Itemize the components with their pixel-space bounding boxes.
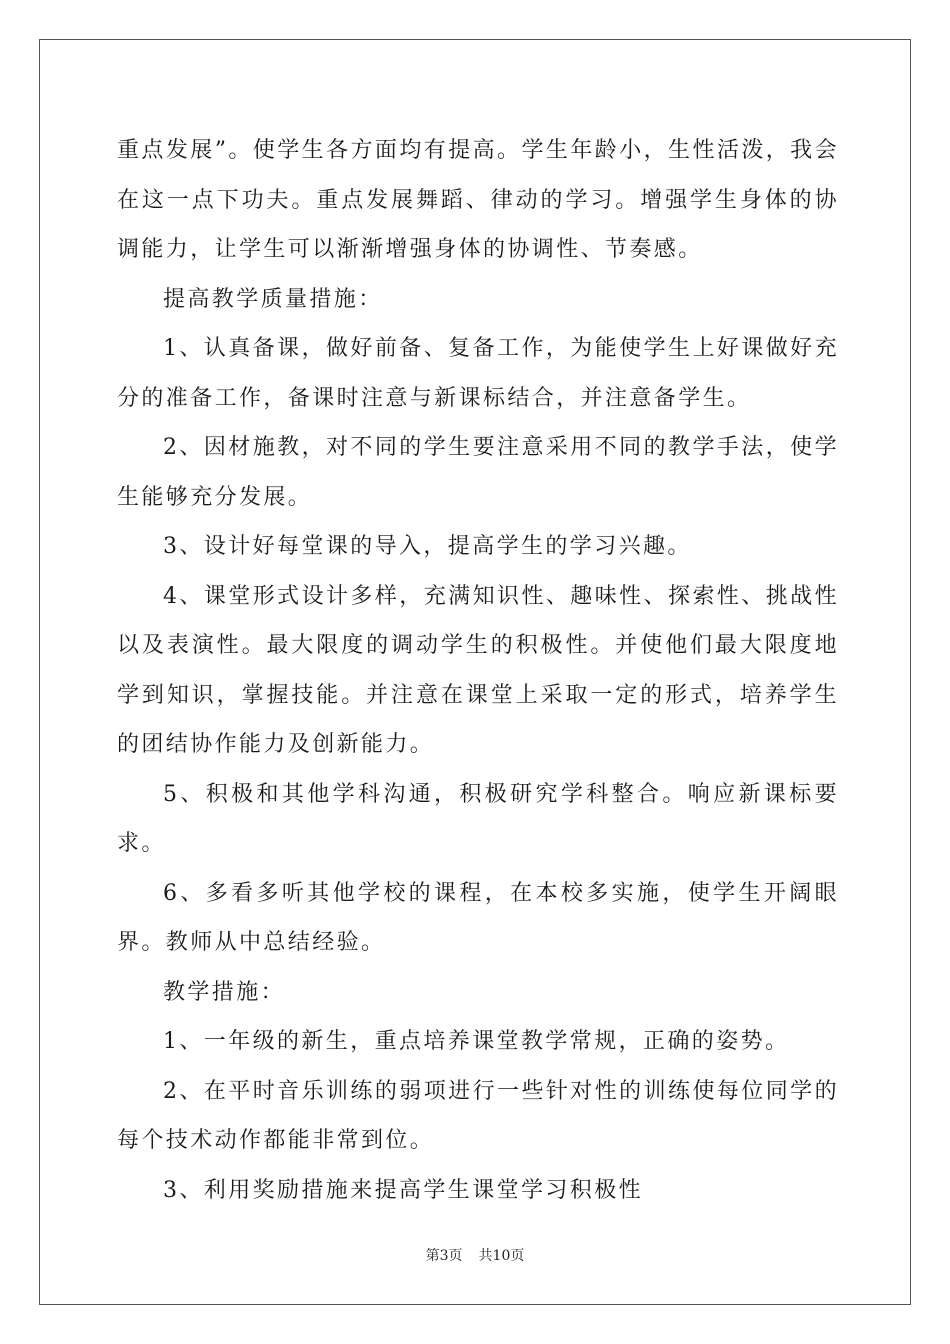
document-body bbox=[117, 126, 839, 1215]
list-item-3: 3、设计好每堂课的导入，提高学生的学习兴趣。 bbox=[163, 534, 692, 559]
list-item-1: 1、认真备课，做好前备、复备工作，为能使学生上好课做好充分的准备工作，备课时注意与新课标结合，并注意备学生。 bbox=[117, 336, 839, 411]
list-item-6: 6、多看多听其他学校的课程，在本校多实施，使学生开阔眼界。教师从中总结经验。 bbox=[117, 880, 839, 955]
list-item-2: 2、因材施教，对不同的学生要注意采用不同的教学手法，使学生能够充分发展。 bbox=[117, 435, 839, 510]
section-heading-quality-measures: 提高教学质量措施： bbox=[163, 286, 383, 312]
list-item-5: 5、积极和其他学科沟通，积极研究学科整合。响应新课标要求。 bbox=[117, 781, 839, 856]
paragraph-continuation: 重点发展”。使学生各方面均有提高。学生年龄小，生性活泼，我会在这一点下功夫。重点发展舞蹈、律动的学习。增强学生身体的协调能力，让学生可以渐渐增强身体的协调性、节奏感。 bbox=[117, 138, 839, 262]
list-item-4: 4、课堂形式设计多样，充满知识性、趣味性、探索性、挑战性以及表演性。最大限度的调动学生的积极性。并使他们最大限度地学到知识，掌握技能。并注意在课堂上采取一定的形式，培养学生的团结协作能力及创新能力。 bbox=[117, 583, 839, 757]
page-total: 共10页 bbox=[478, 1248, 525, 1264]
section-heading-teaching-measures: 教学措施： bbox=[163, 979, 286, 1005]
list-item-2: 2、在平时音乐训练的弱项进行一些针对性的训练使每位同学的每个技术动作都能非常到位。 bbox=[117, 1078, 839, 1153]
list-item-1: 1、一年级的新生，重点培养课堂教学常规，正确的姿势。 bbox=[163, 1029, 790, 1054]
page-footer bbox=[0, 1246, 950, 1266]
list-item-3: 3、利用奖励措施来提高学生课堂学习积极性 bbox=[163, 1177, 643, 1203]
page-number: 第3页 bbox=[425, 1248, 463, 1264]
